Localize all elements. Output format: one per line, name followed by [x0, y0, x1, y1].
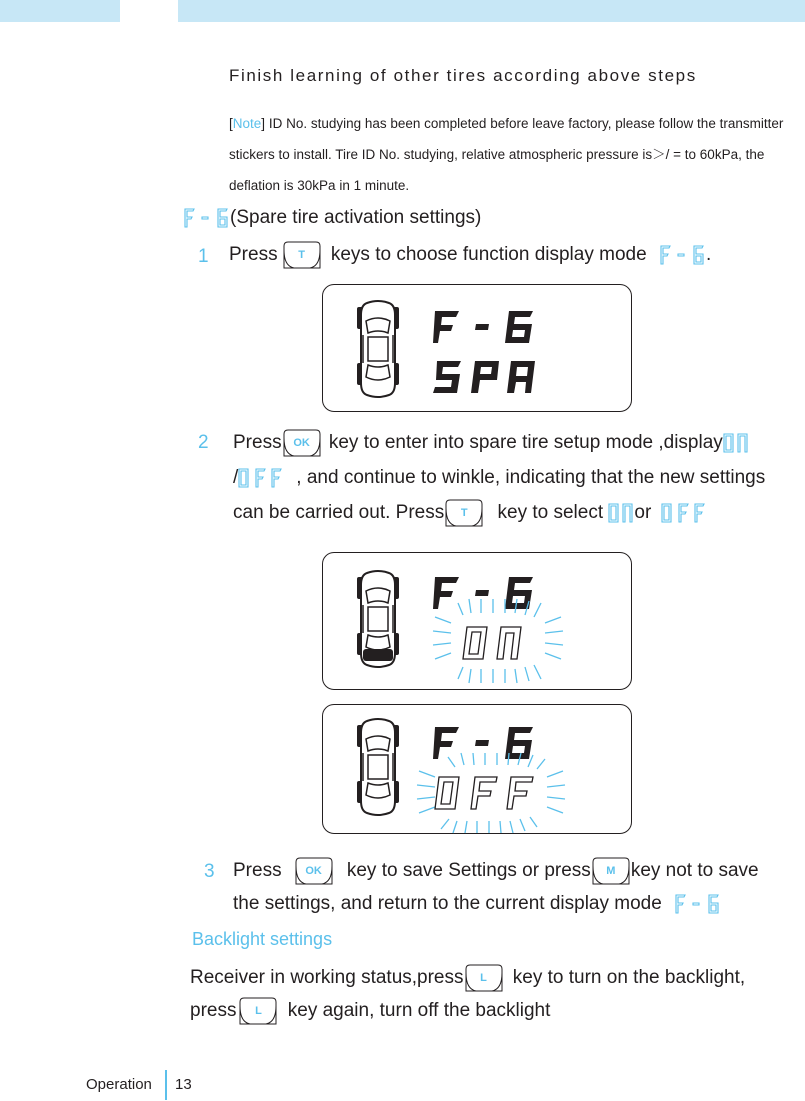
spare-section-title: [184, 207, 481, 229]
page-heading: Finish learning of other tires according above steps: [229, 66, 697, 85]
note-paragraph: [229, 108, 795, 201]
step-1-number: 1: [198, 246, 209, 267]
ok-key-icon: OK: [282, 428, 322, 458]
step-2-text-2: , and continue to winkle, indicating that the new settings: [296, 467, 766, 488]
page-number: 13: [175, 1076, 192, 1093]
m-key-icon: M: [591, 856, 631, 886]
step-1-description: keys to choose function display mode: [325, 244, 652, 265]
note-text: ID No. studying has been completed before leave factory, please follow the transmitter stickers to install. Tire ID No. studying, relative atmospheric pressure is＞/ = to 60kPa, the deflation is 30kPa in 1 minute.: [229, 116, 784, 193]
backlight-text-2b: key again, turn off the backlight: [282, 1000, 551, 1021]
t-key-icon-2: T: [444, 498, 484, 528]
backlight-text-1a: Receiver in working status,press: [190, 967, 464, 988]
blink-rays: [433, 599, 563, 683]
note-close-bracket: ]: [261, 116, 266, 131]
footer-section-label: Operation: [86, 1076, 152, 1093]
footer-divider: [165, 1070, 167, 1100]
spare-section-title-text: (Spare tire activation settings): [230, 207, 482, 228]
step-2-line-3: [233, 496, 707, 529]
backlight-line-2: [190, 994, 550, 1027]
step-2-number: 2: [198, 432, 209, 453]
spare-section-code: [184, 208, 230, 228]
off-select-code: [661, 503, 707, 523]
l-key-icon: L: [464, 963, 504, 993]
step-3-press: Press: [233, 860, 282, 881]
backlight-text-2a: press: [190, 1000, 237, 1021]
step-2-line-2: [233, 461, 765, 494]
off-display-code: [238, 468, 284, 488]
step-3-line-2: [233, 887, 721, 920]
step-2-text-4: key to select: [492, 502, 609, 523]
step-1-text: [229, 238, 711, 271]
top-bar-right: [178, 0, 805, 22]
step-3-text-1: key to save Settings or press: [341, 860, 591, 881]
step-1-period: .: [705, 244, 712, 265]
step-2-text-3: can be carried out. Press: [233, 502, 445, 523]
top-bar-left: [0, 0, 120, 22]
step-3-number: 3: [204, 861, 215, 882]
step-3-line-1: [233, 854, 759, 887]
ok-key-icon-2: OK: [294, 856, 334, 886]
step-3-mode-code: [675, 894, 721, 914]
lcd-display-spa: [322, 284, 632, 412]
car-icon-3: [357, 719, 399, 815]
t-key-icon: T: [282, 240, 322, 270]
step-2-press: Press: [233, 432, 282, 453]
step-2-text-1: key to enter into spare tire setup mode ,display: [323, 432, 723, 453]
step-1-mode-code: [660, 245, 706, 265]
lcd-display-on: [322, 552, 632, 690]
step-3-text-2: key not to save: [630, 860, 759, 881]
lcd-display-off: [322, 704, 632, 834]
step-2-line-1: [233, 426, 749, 459]
car-icon: [357, 301, 399, 397]
note-open-bracket: [: [229, 116, 233, 131]
on-display-code: [723, 433, 749, 453]
backlight-title: Backlight settings: [192, 929, 333, 949]
step-3-text-3: the settings, and return to the current display mode: [233, 893, 668, 914]
backlight-line-1: [190, 961, 745, 994]
step-1-press: Press: [229, 244, 278, 265]
l-key-icon-2: L: [238, 996, 278, 1026]
on-select-code: [608, 503, 634, 523]
note-tag: Note: [232, 116, 262, 131]
step-2-or: or: [634, 502, 652, 523]
step-2-slash: /: [233, 467, 239, 488]
backlight-text-1b: key to turn on the backlight,: [507, 967, 746, 988]
